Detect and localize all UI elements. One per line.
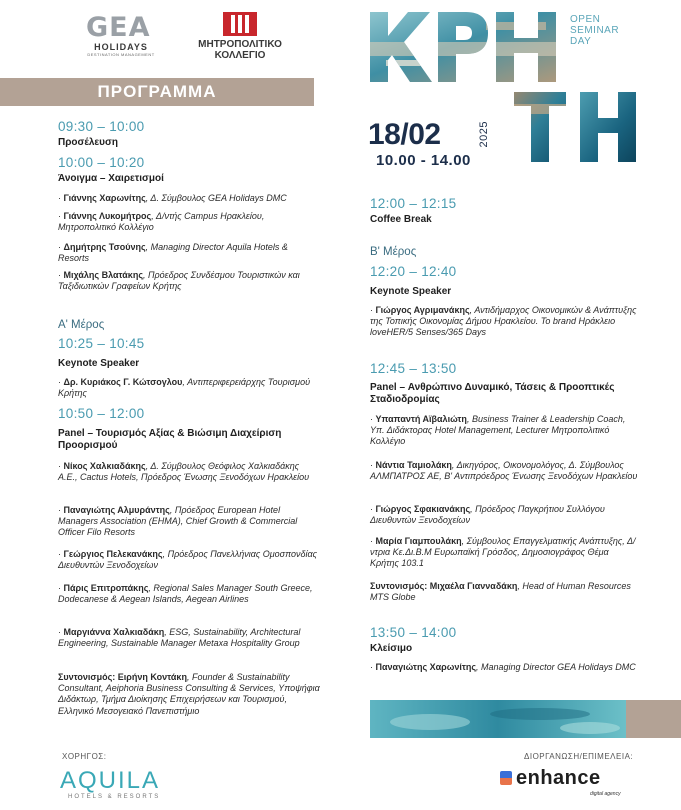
speaker-entry: · Μαργιάννα Χαλκιαδάκη, ESG, Sustainability, Architectural Engineering, Sustainable Manager Metaxa Hospitality Group — [58, 627, 301, 649]
program-title: ΠΡΟΓΡΑΜΜΑ — [97, 82, 217, 101]
slot-label-opening: Άνοιγμα – Χαιρετισμοί — [58, 173, 164, 184]
slot-label-coffee: Coffee Break — [370, 214, 432, 225]
open-day-line2: SEMINAR — [570, 25, 620, 36]
gea-logo-mark: GEA — [86, 12, 151, 43]
event-year: 2025 — [478, 121, 490, 148]
gea-holidays-logo — [86, 14, 156, 57]
sea-photo — [370, 700, 626, 738]
speaker-entry: · Μιχάλης Βλατάκης, Πρόεδρος Συνδέσμου Τουριστικών και Ταξιδιωτικών Γραφείων Κρήτης — [58, 270, 300, 292]
speaker-entry: · Παναγιώτης Αλμυράντης, Πρόεδρος European Hotel Managers Association (EHMA), Chief Growth & Commercial Officer Filo Resorts — [58, 505, 298, 538]
enhance-logo-icon — [500, 771, 512, 785]
slot-time-1200: 12:00 – 12:15 — [370, 196, 457, 211]
slot-time-1000: 10:00 – 10:20 — [58, 155, 145, 170]
speaker-entry: · Νίκος Χαλκιαδάκης, Δ. Σύμβουλος Θεόφιλος Χαλκιαδάκης Α.Ε., Cactus Hotels, Πρόεδρος Ένωσης Ξενοδόχων Ηρακλείου — [58, 461, 310, 483]
slot-time-1245: 12:45 – 13:50 — [370, 361, 457, 376]
speaker-entry: · Υπαπαντή Αϊβαλιώτη, Business Trainer & Leadership Coach, Υπ. Διδάκτορας Hotel Management, Lecturer Μητροπολιτικό Κολλέγιο — [370, 414, 626, 447]
decorative-block — [626, 700, 681, 738]
moderator-entry: Συντονισμός: Ειρήνη Κοντάκη, Founder & Sustainability Consultant, Aeiphoria Business Consulting & Services, Υποψήφια Διδάκτωρ, Τμήμα Διοίκησης Επιχειρήσεων και Τουρισμού, Ελληνικό Μεσογειακό Πανεπιστήμιο — [58, 672, 320, 716]
speaker-entry: · Νάντια Ταμιολάκη, Δικηγόρος, Οικονομολόγος, Δ. Σύμβουλος ΑΛΜΠΑΤΡΟΣ ΑΕ, Β' Αντιπρόεδρος Ένωσης Ξενοδόχων Ηρακλείου — [370, 460, 638, 482]
slot-label-panel-b: Panel – Ανθρώπινο Δυναμικό, Τάσεις & Προοπτικές Σταδιοδρομίας — [370, 382, 615, 405]
slot-time-1025: 10:25 – 10:45 — [58, 336, 145, 351]
part-a-heading: Α' Μέρος — [58, 319, 105, 331]
speaker-entry: · Γιάννης Χαρωνίτης, Δ. Σύμβουλος GEA Holidays DMC — [58, 193, 287, 203]
speaker-entry: · Γιώργος Αγριμανάκης, Αντιδήμαρχος Οικονομικών & Ανάπτυξης της Τοπικής Οικονομίας Δήμου Ηρακλείου. To brand Ηράκλειο loveHER/5 Senses/365 Days — [370, 305, 637, 338]
aquila-logo: AQUILA — [60, 767, 161, 794]
event-date: 18/02 — [368, 118, 441, 151]
moderator-entry: Συντονισμός: Μιχαέλα Γιανναδάκη, Head of Human Resources MTS Globe — [370, 581, 631, 603]
slot-time-1220: 12:20 – 12:40 — [370, 264, 457, 279]
college-name-line2: ΚΟΛΛΕΓΙΟ — [214, 50, 266, 61]
slot-label-arrival: Προσέλευση — [58, 137, 118, 148]
speaker-entry: · Γιώργος Σφακιανάκης, Πρόεδρος Παγκρήτιου Συλλόγου Διευθυντών Ξενοδοχείων — [370, 504, 605, 526]
speaker-entry: · Πάρις Επιτροπάκης, Regional Sales Manager South Greece, Dodecanese & Aegean Islands, Aegean Airlines — [58, 583, 313, 605]
slot-label-panel-a: Panel – Τουρισμός Αξίας & Βιώσιμη Διαχείριση Προορισμού — [58, 428, 282, 451]
enhance-logo-text: enhance — [516, 767, 601, 789]
open-seminar-day — [570, 14, 670, 47]
slot-label-keynote-b: Keynote Speaker — [370, 286, 452, 297]
speaker-entry: · Γεώργιος Πελεκανάκης, Πρόεδρος Πανελλήνιας Ομοσπονδίας Διευθυντών Ξενοδοχείων — [58, 549, 318, 571]
organizer-caption: ΔΙΟΡΓΑΝΩΣΗ/ΕΠΙΜΕΛΕΙΑ: — [524, 752, 634, 761]
speaker-entry: · Παναγιώτης Χαρωνίτης, Managing Director GEA Holidays DMC — [370, 662, 636, 672]
slot-label-keynote-a: Keynote Speaker — [58, 358, 140, 369]
slot-time-1350: 13:50 – 14:00 — [370, 625, 457, 640]
part-b-heading: Β' Μέρος — [370, 246, 417, 258]
open-day-line1: OPEN — [570, 14, 601, 25]
enhance-logo — [500, 767, 601, 790]
slot-time-1050: 10:50 – 12:00 — [58, 406, 145, 421]
program-banner — [0, 78, 314, 106]
open-day-line3: DAY — [570, 36, 592, 47]
slot-label-closing: Κλείσιμο — [370, 643, 413, 654]
sponsor-caption: ΧΟΡΗΓΟΣ: — [62, 752, 107, 761]
college-name-line1: ΜΗΤΡΟΠΟΛΙΤΙΚΟ — [198, 39, 282, 50]
speaker-entry: · Δημήτρης Τσούνης, Managing Director Aquila Hotels & Resorts — [58, 242, 288, 264]
college-logo-icon — [223, 12, 257, 36]
enhance-logo-sub: digital agency — [590, 791, 621, 797]
speaker-entry: · Γιάννης Λυκομήτρος, Δ/ντής Campus Ηρακλείου, Μητροπολιτικό Κολλέγιο — [58, 211, 265, 233]
slot-time-0930: 09:30 – 10:00 — [58, 119, 145, 134]
kriti-title-art-h — [580, 92, 636, 162]
metropolitan-college-logo — [188, 12, 292, 61]
gea-logo-tag: DESTINATION MANAGEMENT — [87, 52, 155, 57]
speaker-entry: · Δρ. Κυριάκος Γ. Κώτσογλου, Αντιπεριφερειάρχης Τουρισμού Κρήτης — [58, 377, 311, 399]
aquila-logo-sub: HOTELS & RESORTS — [68, 794, 161, 800]
speaker-entry: · Μαρία Γιαμπουλάκη, Σύμβουλος Επαγγελματικής Ανάπτυξης, Δ/ντρια Κε.Δι.Β.Μ Ευρωπαϊκή Γρόσδος, Δημοσιογράφος Θέμα Κρήτης 103.1 — [370, 536, 636, 569]
gea-logo-name: HOLIDAYS — [94, 42, 148, 52]
event-hours: 10.00 - 14.00 — [376, 152, 471, 169]
